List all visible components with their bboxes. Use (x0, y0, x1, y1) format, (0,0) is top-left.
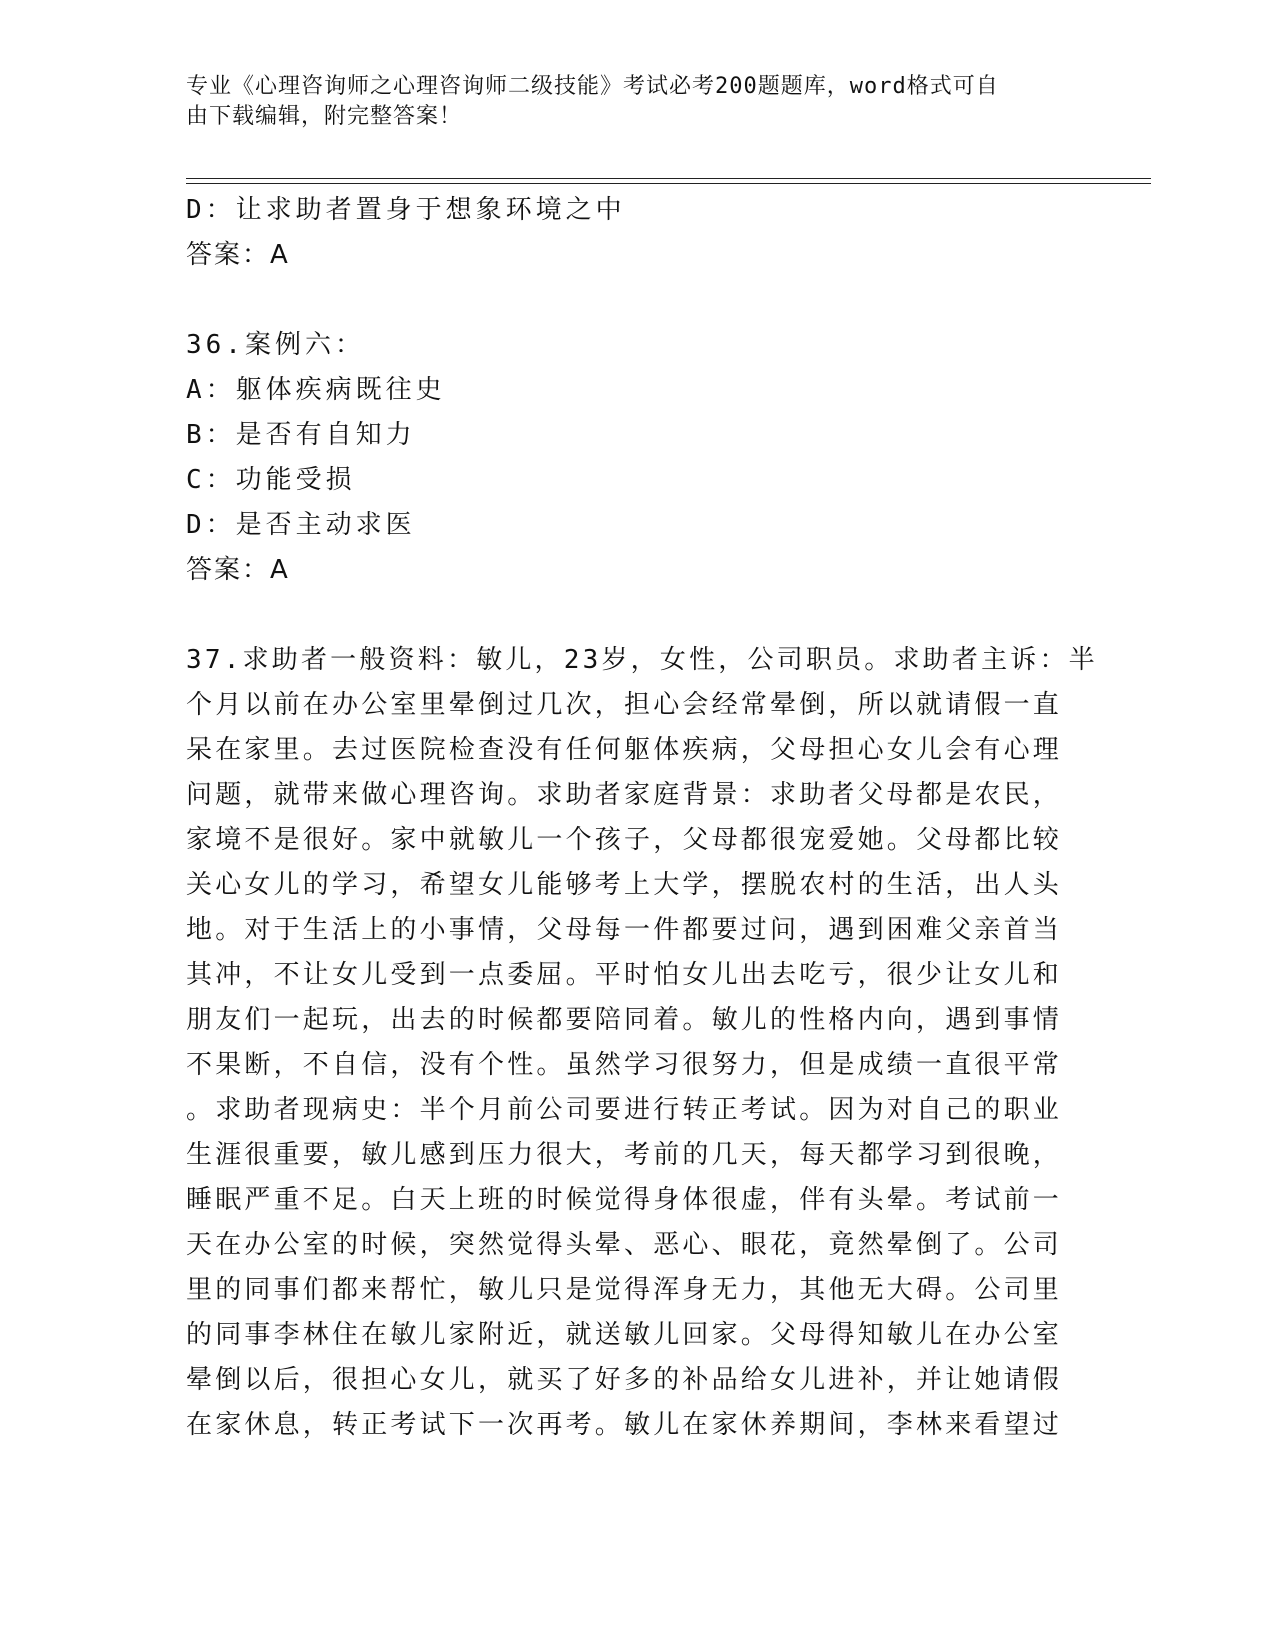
question-36-option-c: C：功能受损 (186, 465, 356, 495)
question-37-line: 朋友们一起玩，出去的时候都要陪同着。敏儿的性格内向，遇到事情 (186, 1005, 1063, 1035)
spacer (186, 593, 1086, 638)
prev-option-d: D：让求助者置身于想象环境之中 (186, 195, 626, 225)
question-37-line: 睡眠严重不足。白天上班的时候觉得身体很虚，伴有头晕。考试前一 (186, 1185, 1063, 1215)
header-divider-thin (186, 183, 1151, 184)
question-37-line: 不果断，不自信，没有个性。虽然学习很努力，但是成绩一直很平常 (186, 1050, 1063, 1080)
header-line-2: 由下载编辑，附完整答案！ (186, 104, 463, 129)
prev-answer: 答案：A (186, 240, 290, 270)
question-37-line: 地。对于生活上的小事情，父母每一件都要过问，遇到困难父亲首当 (186, 915, 1063, 945)
page-header (186, 72, 1066, 132)
question-37-line: 家境不是很好。家中就敏儿一个孩子，父母都很宠爱她。父母都比较 (186, 825, 1063, 855)
question-37-line: 生涯很重要，敏儿感到压力很大，考前的几天，每天都学习到很晚， (186, 1140, 1063, 1170)
question-36-title: 36.案例六： (186, 330, 365, 360)
header-line-1: 专业《心理咨询师之心理咨询师二级技能》考试必考200题题库，word格式可自 (186, 74, 999, 99)
header-divider (186, 178, 1151, 179)
question-36-answer: 答案：A (186, 555, 290, 585)
spacer (186, 278, 1086, 323)
question-36-option-d: D：是否主动求医 (186, 510, 416, 540)
question-37-line: 天在办公室的时候，突然觉得头晕、恶心、眼花，竟然晕倒了。公司 (186, 1230, 1063, 1260)
question-36 (186, 323, 1086, 593)
question-37-line: 其冲，不让女儿受到一点委屈。平时怕女儿出去吃亏，很少让女儿和 (186, 960, 1063, 990)
question-37-line: 问题，就带来做心理咨询。求助者家庭背景：求助者父母都是农民， (186, 780, 1063, 810)
question-37-line: 。求助者现病史：半个月前公司要进行转正考试。因为对自己的职业 (186, 1095, 1063, 1125)
question-37-line: 呆在家里。去过医院检查没有任何躯体疾病，父母担心女儿会有心理 (186, 735, 1063, 765)
question-36-option-a: A：躯体疾病既往史 (186, 375, 446, 405)
question-37-line: 关心女儿的学习，希望女儿能够考上大学，摆脱农村的生活，出人头 (186, 870, 1063, 900)
document-body (186, 188, 1098, 1448)
question-37-line: 在家休息，转正考试下一次再考。敏儿在家休养期间，李林来看望过 (186, 1410, 1063, 1440)
question-36-option-b: B：是否有自知力 (186, 420, 416, 450)
question-37 (186, 638, 1098, 1448)
question-37-line: 晕倒以后，很担心女儿，就买了好多的补品给女儿进补，并让她请假 (186, 1365, 1063, 1395)
question-37-line: 里的同事们都来帮忙，敏儿只是觉得浑身无力，其他无大碍。公司里 (186, 1275, 1063, 1305)
question-37-line: 的同事李林住在敏儿家附近，就送敏儿回家。父母得知敏儿在办公室 (186, 1320, 1063, 1350)
question-37-line: 37.求助者一般资料：敏儿，23岁，女性，公司职员。求助者主诉：半 (186, 645, 1098, 675)
question-37-line: 个月以前在办公室里晕倒过几次，担心会经常晕倒，所以就请假一直 (186, 690, 1063, 720)
